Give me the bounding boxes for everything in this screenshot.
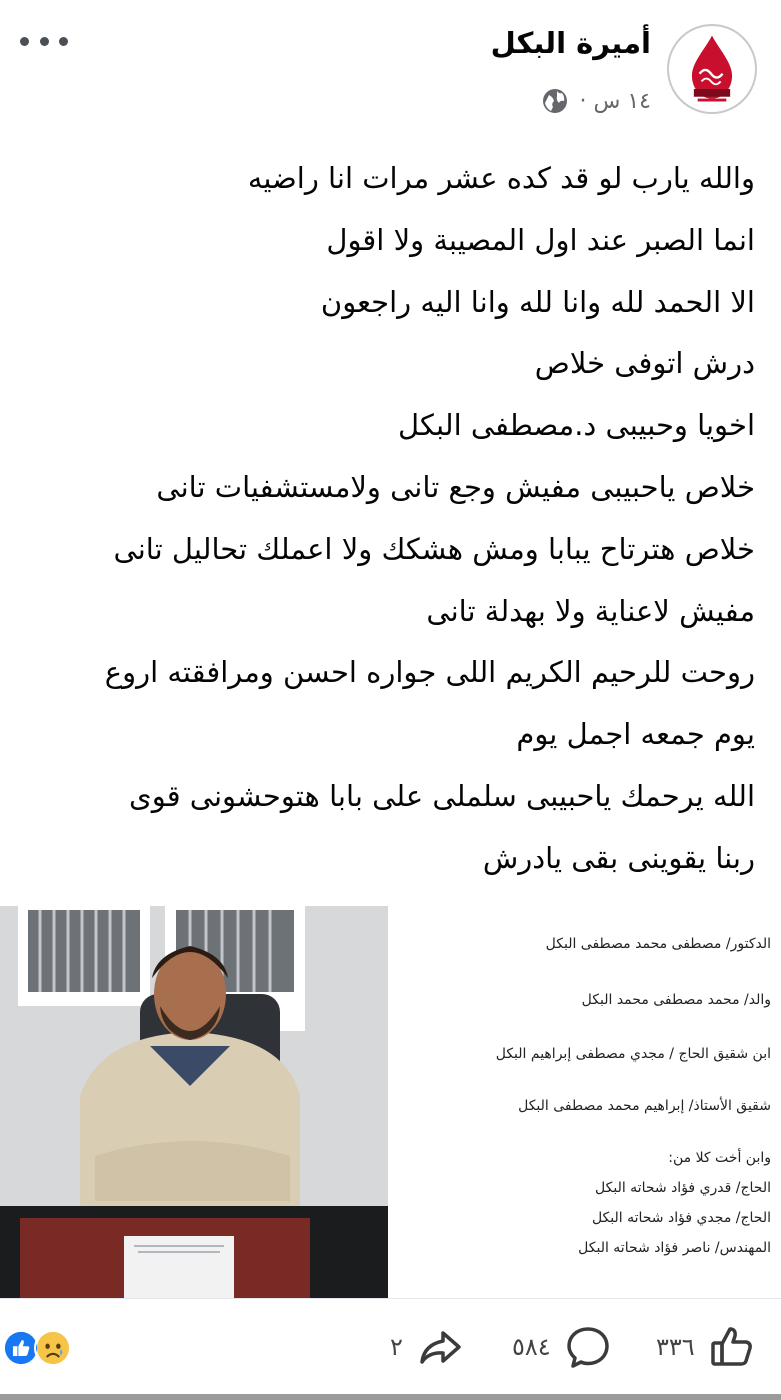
post-header [0, 0, 781, 130]
obituary-line: الدكتور/ مصطفى محمد مصطفى البكل [545, 936, 771, 952]
post-line: الا الحمد لله وانا لله وانا اليه راجعون [320, 284, 755, 319]
post-line: مفيش لاعناية ولا بهدلة تانى [426, 593, 755, 628]
like-button[interactable] [656, 1321, 755, 1373]
post-line: خلاص هترتاح يبابا ومش هشكك ولا اعملك تحاليل تانى [113, 531, 755, 566]
post-time[interactable]: ١٤ س · [579, 88, 651, 114]
comment-bubble-icon [565, 1324, 611, 1370]
post-body [35, 148, 755, 890]
reaction-summary[interactable] [2, 1329, 72, 1367]
share-button[interactable] [390, 1321, 463, 1373]
avatar-logo-icon [669, 26, 755, 112]
post-line: الله يرحمك ياحبيبى سلملى على بابا هتوحشونى قوى [129, 778, 755, 813]
like-count: ٣٣٦ [656, 1333, 695, 1361]
more-options-button[interactable] [20, 26, 68, 56]
obituary-line: الحاج/ مجدي فؤاد شحاته البكل [591, 1210, 771, 1226]
author-name[interactable]: أميرة البكل [490, 26, 651, 60]
share-arrow-icon [417, 1324, 463, 1370]
post-meta [542, 88, 651, 114]
like-thumb-icon [709, 1324, 755, 1370]
sad-reaction-icon [34, 1329, 72, 1367]
obituary-line: المهندس/ ناصر فؤاد شحاته البكل [578, 1240, 771, 1256]
obituary-line: وابن أخت كلا من: [668, 1150, 771, 1166]
post-footer [0, 1298, 781, 1400]
more-options-dot [59, 37, 68, 46]
portrait-photo [0, 906, 388, 1298]
globe-icon [542, 88, 568, 114]
obituary-line: والد/ محمد مصطفى محمد البكل [581, 992, 771, 1008]
more-options-dot [40, 37, 49, 46]
comment-button[interactable] [512, 1321, 611, 1373]
post-line: درش اتوفى خلاص [534, 346, 755, 381]
post-line: والله يارب لو قد كده عشر مرات انا راضيه [247, 161, 755, 195]
obituary-line: شقيق الأستاذ/ إبراهيم محمد مصطفى البكل [518, 1098, 771, 1114]
post-line: ربنا يقوينى بقى يادرش [482, 840, 755, 875]
post-line: اخويا وحبيبى د.مصطفى البكل [398, 408, 755, 443]
bottom-bar [0, 1394, 781, 1400]
post-line: خلاص ياحبيبى مفيش وجع تانى ولامستشفيات تانى [156, 469, 755, 504]
comment-count: ٥٨٤ [512, 1333, 551, 1361]
post-image[interactable] [0, 906, 781, 1298]
post-line: انما الصبر عند اول المصيبة ولا اقول [326, 222, 755, 257]
author-avatar[interactable] [667, 24, 757, 114]
more-options-icon [20, 37, 29, 46]
obituary-line: الحاج/ قدري فؤاد شحاته البكل [595, 1180, 771, 1196]
post-line: يوم جمعه اجمل يوم [516, 717, 755, 752]
post-line: روحت للرحيم الكريم اللى جواره احسن ومرافقته اروع [104, 655, 755, 690]
obituary-line: ابن شقيق الحاج / مجدي مصطفى إبراهيم البكل [495, 1046, 771, 1062]
share-count: ٢ [390, 1333, 403, 1361]
